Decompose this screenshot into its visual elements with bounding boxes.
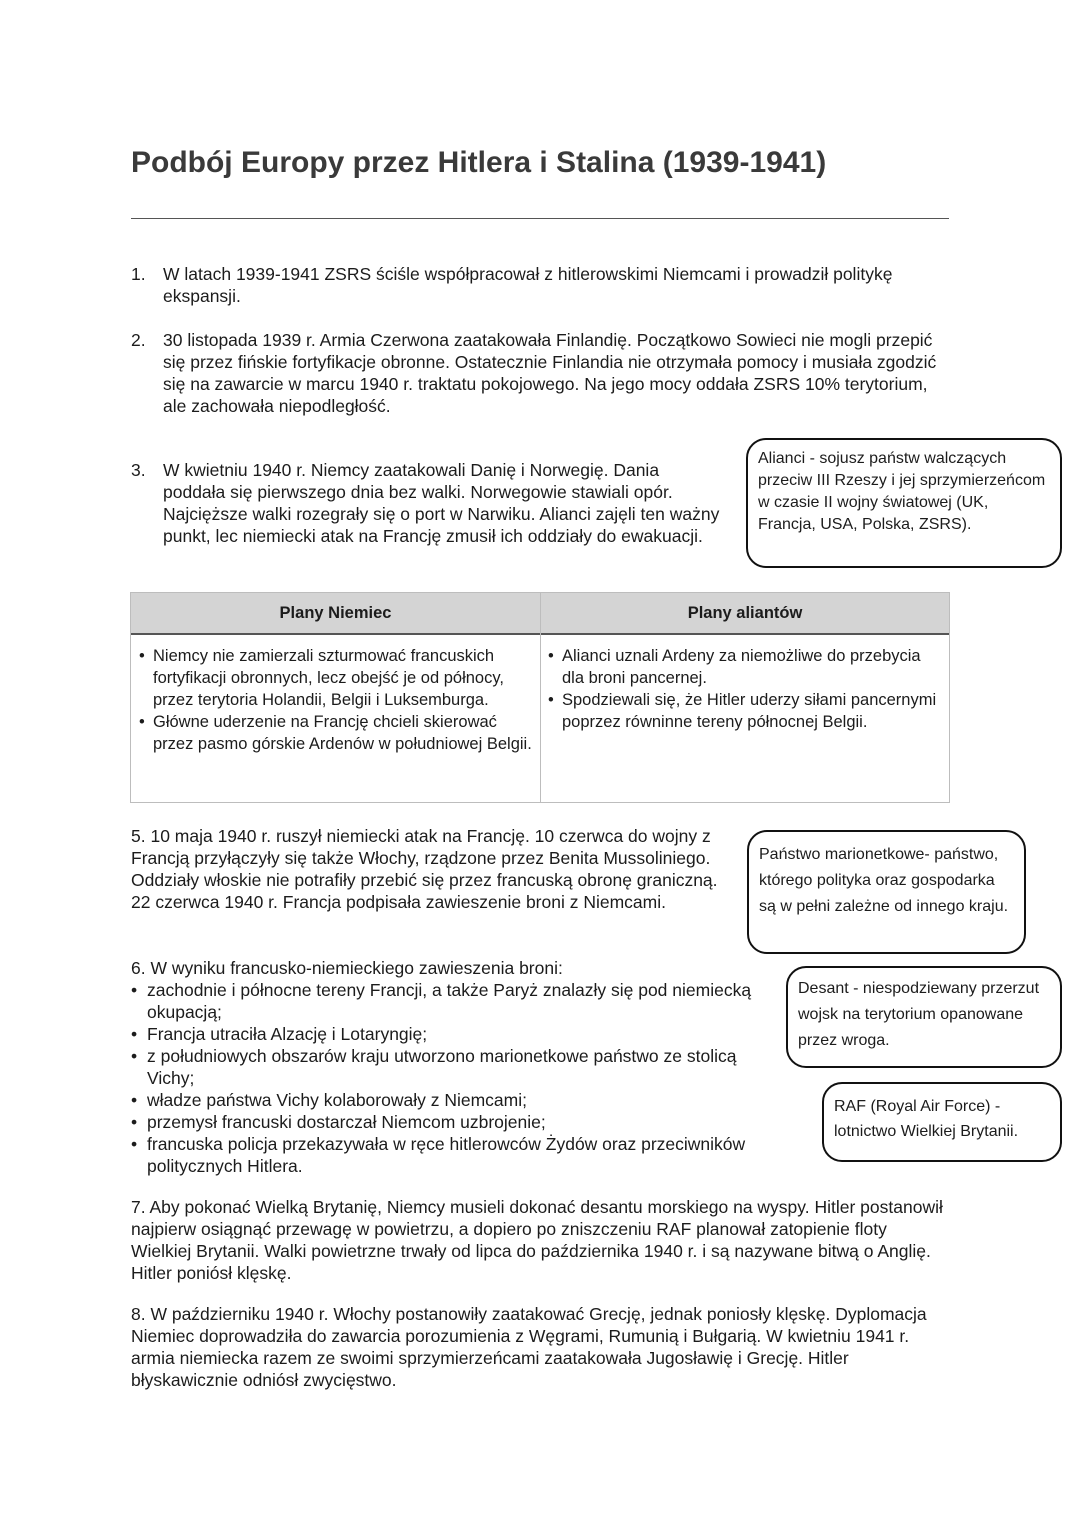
list-item: • francuska policja przekazywała w ręce hitlerowców Żydów oraz przeciwników politycznych Hitlera. [131,1133,761,1177]
note-desant [786,966,1062,1068]
point-text: 8. W październiku 1940 r. Włochy postanowiły zaatakować Grecję, jednak poniosły klęskę. Dyplomacja Niemiec doprowadziła do zawarcia porozumienia z Węgrami, Rumunią i Bułgarią. W kwietniu 1941 r. armia niemiecka razem ze swoimi sprzymierzeńcami zaatakowała Jugosławię i Grecję. Hitler błyskawicznie odniósł zwycięstwo. [131,1304,927,1390]
list-item: • z południowych obszarów kraju utworzono marionetkowe państwo ze stolicą Vichy; [131,1045,761,1089]
note-marionetkowe [747,830,1026,954]
table-header-col1: Plany Niemiec [279,604,392,622]
list-item: • władze państwa Vichy kolaborowały z Niemcami; [131,1089,761,1111]
note-alianci [746,438,1062,568]
note-text: Desant - niespodziewany przerzut wojsk na terytorium opanowane przez wroga. [798,980,1040,1049]
list-item: • Francja utraciła Alzację i Lotaryngię; [131,1023,761,1045]
point-number: 1. [131,264,146,284]
list-item: • Alianci uznali Ardeny za niemożliwe do przebycia dla broni pancernej. [548,645,943,689]
table-cell-col2 [548,645,943,733]
point-intro: 6. W wyniku francusko-niemieckiego zawieszenia broni: [131,958,563,978]
point-number: 2. [131,330,146,350]
note-text: RAF (Royal Air Force) - lotnictwo Wielkiej Brytanii. [834,1098,1019,1140]
list-item: • Niemcy nie zamierzali szturmować francuskich fortyfikacji obronnych, lecz obejść je od północy, przez terytoria Holandii, Belgii i Luksemburga. [139,645,535,711]
note-raf [822,1082,1062,1162]
point-8 [131,1303,951,1391]
plans-table [130,592,950,803]
point-5 [131,825,731,913]
point-text: 5. 10 maja 1940 r. ruszył niemiecki atak na Francję. 10 czerwca do wojny z Francją przyłączyły się także Włochy, rządzone przez Benita Mussoliniego. Oddziały włoskie nie potrafiły przebić się przez francuską obronę graniczną. 22 czerwca 1940 r. Francja podpisała zawieszenie broni z Niemcami. [131,826,718,912]
list-item: • Główne uderzenie na Francję chcieli skierować przez pasmo górskie Ardenów w południowej Belgii. [139,711,535,755]
table-column-divider [540,593,541,802]
note-text: Państwo marionetkowe- państwo, którego polityka oraz gospodarka są w pełni zależne od innego kraju. [759,846,1009,915]
point-2 [131,329,946,417]
title-divider [131,218,949,219]
point-text: 7. Aby pokonać Wielką Brytanię, Niemcy musieli dokonać desantu morskiego na wyspy. Hitler postanowił najpierw osiągnąć przewagę w powietrzu, a dopiero po zniszczeniu RAF planował zatopienie floty Wielkiej Brytanii. Walki powietrzne trwały od lipca do października 1940 r. i są nazywane bitwą o Anglię. Hitler poniósł klęskę. [131,1197,943,1283]
point-6 [131,957,761,1177]
point-text: 30 listopada 1939 r. Armia Czerwona zaatakowała Finlandię. Początkowo Sowieci nie mogli przepić się przez fińskie fortyfikacje obronne. Ostatecznie Finlandia nie otrzymała pomocy i musiała zgodzić się na zawarcie w marcu 1940 r. traktatu pokojowego. Na jego mocy oddała ZSRS 10% terytorium, ale zachowała niepodległość. [163,330,937,416]
list-item: • przemysł francuski dostarczał Niemcom uzbrojenie; [131,1111,761,1133]
list-item: • zachodnie i północne tereny Francji, a także Paryż znalazły się pod niemiecką okupacją; [131,979,761,1023]
table-cell-col1 [139,645,535,755]
point-7 [131,1196,951,1284]
note-text: Alianci - sojusz państw walczących przeciw III Rzeszy i jej sprzymierzeńcom w czasie II wojny światowej (UK, Francja, USA, Polska, ZSRS). [758,450,1046,533]
list-item: • Spodziewali się, że Hitler uderzy siłami pancernymi poprzez równinne tereny północnej Belgii. [548,689,943,733]
table-header-col2: Plany aliantów [687,604,803,622]
point-number: 3. [131,460,146,480]
point-1 [131,263,941,307]
point-text: W kwietniu 1940 r. Niemcy zaatakowali Danię i Norwegię. Dania poddała się pierwszego dnia bez walki. Norwegowie stawiali opór. Najcięższe walki rozegrały się o port w Narwiku. Alianci zajęli ten ważny punkt, lec niemiecki atak na Francję zmusił ich oddziały do ewakuacji. [163,460,720,546]
page-title: Podbój Europy przez Hitlera i Stalina (1939-1941) [131,146,827,179]
point-text: W latach 1939-1941 ZSRS ściśle współpracował z hitlerowskimi Niemcami i prowadził politykę ekspansji. [163,264,893,306]
point-3 [131,459,721,547]
